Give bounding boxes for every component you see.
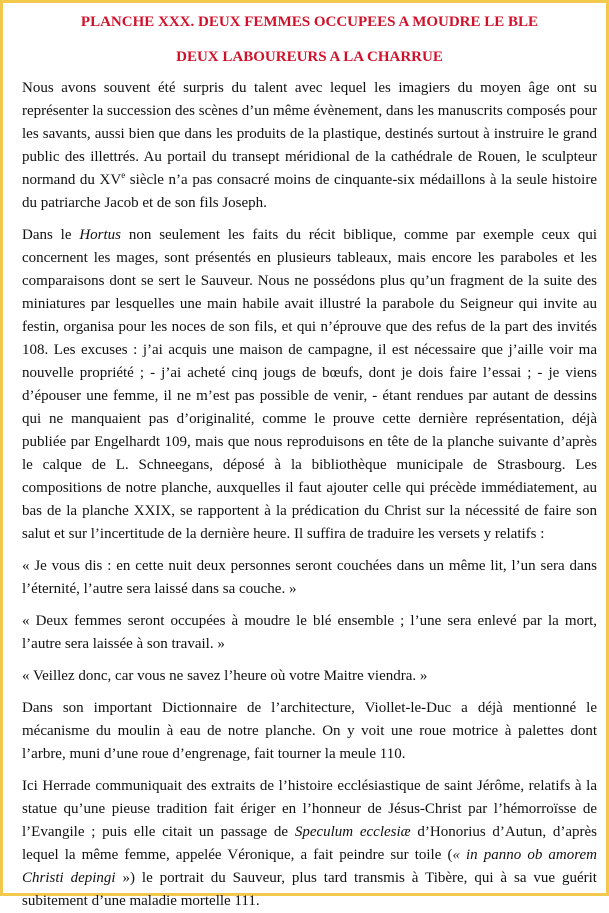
paragraph-7-text-c: ») le portrait du Sauveur, plus tard transmis à Tibère, qui à sa vue guérit subitement d’une maladie mortelle 111. [22,870,597,909]
quote-verse-2: « Deux femmes seront occupées à moudre le blé ensemble ; l’une sera enlevé par la mort, l’autre sera laissée à son travail. » [22,613,597,652]
speculum-italic: Speculum ecclesiæ [294,824,411,840]
century-superscript: e [121,170,126,180]
paragraph-7-text-a: Ici Herrade communiquait des extraits de l’histoire ecclésiastique de saint Jérôme, relatifs à la statue qu’une pieuse tradition fait ériger en l’honneur de Jésus-Christ par l’hémorroïsse de l’Evangile ; puis elle citait un passage de [22,778,597,840]
paragraph-7-text-b: d’Honorius d’Autun, d’après lequel la même femme, appelée Véronique, a fait peindre sur toile ( [22,824,598,863]
quote-verse-3: « Veillez donc, car vous ne savez l’heure où votre Maitre viendra. » [22,668,428,684]
paragraph-1-text-a: Nous avons souvent été surpris du talent avec lequel les imagiers du moyen âge ont su représenter la succession des scènes d’un même évènement, dans les manuscrits composés pour les savants, aussi bien que dans les produits de la plastique, destinés surtout à instruire le grand public des illettrés. Au portail du transept méridional de la cathédrale de Rouen, le sculpteur normand du XV [22,80,597,188]
latin-quote-italic: « in panno ob amorem Christi depingi [22,847,597,886]
paragraph-1 [22,77,597,215]
document-body [22,9,597,913]
paragraph-2-text-b: non seulement les faits du récit biblique, comme par exemple ceux qui concernent les mages, sont présentés en plusieurs tableaux, mais encore les paraboles et les comparaisons dont se sert le Sauveur. Nous ne possédons plus qu’un fragment de la suite des miniatures par lesquelles une main habile avait illustré la parabole du Seigneur qui invite au festin, organisa pour les noces de son fils, et qui n’éprouve que des refus de la part des invités 108. Les excuses : j’ai acquis une maison de campagne, il est nécessaire que j’aille voir ma nouvelle propriété ; - j’ai acheté cinq jougs de bœufs, dont je dois faire l’essai ; - je viens d’épouser une femme, il ne m’est pas possible de venir, - étant rendues par autant de dessins qui ne manquaient pas d’originalité, comme le prouve cette dernière représentation, déjà publiée par Engelhardt 109, mais que nous reproduisons en tête de la planche suivante d’après le calque de L. Schneegans, déposé à la bibliothèque municipale de Strasbourg. Les compositions de notre planche, auxquelles il faut ajouter celle qui précède immédiatement, au bas de la planche XXIX, se rapportent à la prédication du Christ sur la nécessité de faire son salut et sur l’incertitude de la dernière heure. Il suffira de traduire les versets y relatifs : [22,227,597,542]
plate-subtitle: DEUX LABOUREURS A LA CHARRUE [176,49,443,65]
paragraph-2 [22,224,597,546]
paragraph-2-text-a: Dans le [22,227,80,243]
hortus-italic: Hortus [79,227,122,243]
plate-title: PLANCHE XXX. DEUX FEMMES OCCUPEES A MOUDRE LE BLE [80,14,539,30]
quote-verse-1: « Je vous dis : en cette nuit deux personnes seront couchées dans un même lit, l’un sera dans l’éternité, l’autre sera laissé dans sa couche. » [22,558,597,597]
paragraph-1-text-b: siècle n’a pas consacré moins de cinquante-six médaillons à la seule histoire du patriarche Jacob et de son fils Joseph. [22,172,597,211]
paragraph-6: Dans son important Dictionnaire de l’architecture, Viollet-le-Duc a déjà mentionné le mécanisme du moulin à eau de notre planche. On y voit une roue motrice à palettes dont l’arbre, muni d’une roue d’engrenage, fait tourner la meule 110. [22,700,597,762]
paragraph-7 [22,775,597,913]
